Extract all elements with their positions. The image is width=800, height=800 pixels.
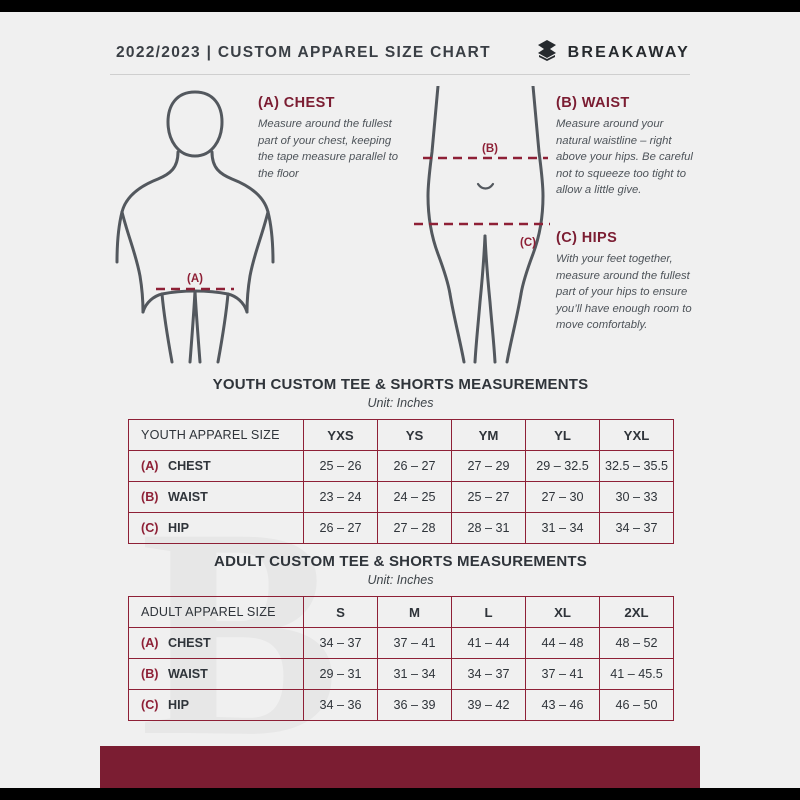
- adult-size-table: [128, 596, 674, 721]
- youth-row-waist-name: WAIST: [167, 490, 208, 504]
- cell: 23 – 24: [304, 482, 378, 513]
- cell: 26 – 27: [378, 451, 452, 482]
- cell: 37 – 41: [526, 659, 600, 690]
- youth-header-label: YOUTH APPAREL SIZE: [129, 420, 304, 451]
- youth-size-yxl: YXL: [600, 420, 674, 451]
- cell: 27 – 29: [452, 451, 526, 482]
- youth-row-hip-name: HIP: [167, 521, 189, 535]
- size-chart-page: [0, 12, 800, 788]
- adult-row-chest-label: [129, 628, 304, 659]
- cell: 31 – 34: [526, 513, 600, 544]
- adult-size-s: S: [304, 597, 378, 628]
- footer-bar: [100, 746, 700, 788]
- cell: 34 – 37: [600, 513, 674, 544]
- cell: 27 – 28: [378, 513, 452, 544]
- back-body-illustration: [398, 86, 573, 366]
- table-row: [129, 690, 674, 721]
- note-chest: [258, 95, 400, 182]
- table-header-row: [129, 597, 674, 628]
- youth-size-table: [128, 419, 674, 544]
- youth-size-yl: YL: [526, 420, 600, 451]
- table-row: [129, 628, 674, 659]
- table-row: [129, 482, 674, 513]
- adult-row-hip-name: HIP: [167, 698, 189, 712]
- note-chest-body: Measure around the fullest part of your chest, keeping the tape measure parallel to the floor: [258, 118, 399, 180]
- note-hips: [556, 230, 696, 334]
- cell: 36 – 39: [378, 690, 452, 721]
- table-row: [129, 513, 674, 544]
- cell: 26 – 27: [304, 513, 378, 544]
- adult-size-l: L: [452, 597, 526, 628]
- table-row: [129, 659, 674, 690]
- youth-size-ys: YS: [378, 420, 452, 451]
- cell: 27 – 30: [526, 482, 600, 513]
- adult-row-chest-name: CHEST: [167, 636, 211, 650]
- cell: 30 – 33: [600, 482, 674, 513]
- note-hips-title: (C) HIPS: [556, 230, 618, 246]
- adult-section: [128, 553, 673, 721]
- header-divider: [110, 74, 690, 75]
- marker-c-label: (C): [520, 237, 536, 249]
- brand-lockup: [536, 40, 690, 66]
- page-title: 2022/2023 | CUSTOM APPAREL SIZE CHART: [116, 44, 491, 61]
- adult-subtitle: Unit: Inches: [367, 573, 434, 587]
- marker-b: (B): [141, 667, 159, 681]
- b-logo-icon: [536, 40, 558, 66]
- youth-size-yxs: YXS: [304, 420, 378, 451]
- adult-title: ADULT CUSTOM TEE & SHORTS MEASUREMENTS: [214, 553, 587, 570]
- cell: 43 – 46: [526, 690, 600, 721]
- adult-size-xl: XL: [526, 597, 600, 628]
- front-body-illustration: [110, 86, 280, 366]
- cell: 44 – 48: [526, 628, 600, 659]
- cell: 34 – 36: [304, 690, 378, 721]
- note-waist: [556, 95, 696, 199]
- cell: 29 – 32.5: [526, 451, 600, 482]
- cell: 48 – 52: [600, 628, 674, 659]
- youth-title: YOUTH CUSTOM TEE & SHORTS MEASUREMENTS: [212, 376, 589, 393]
- youth-row-waist-label: [129, 482, 304, 513]
- page-header: [0, 12, 800, 78]
- cell: 46 – 50: [600, 690, 674, 721]
- cell: 37 – 41: [378, 628, 452, 659]
- marker-a-label: (A): [187, 273, 203, 285]
- marker-a: (A): [141, 636, 159, 650]
- note-hips-body: With your feet together, measure around the fullest part of your hips to ensure you’ll have enough room to move comfortably.: [556, 253, 692, 332]
- adult-row-hip-label: [129, 690, 304, 721]
- measurement-diagram: [0, 78, 800, 368]
- cell: 28 – 31: [452, 513, 526, 544]
- cell: 41 – 45.5: [600, 659, 674, 690]
- youth-row-chest-label: [129, 451, 304, 482]
- adult-size-2xl: 2XL: [600, 597, 674, 628]
- marker-c: (C): [141, 521, 159, 535]
- youth-size-ym: YM: [452, 420, 526, 451]
- table-row: [129, 451, 674, 482]
- cell: 31 – 34: [378, 659, 452, 690]
- youth-row-chest-name: CHEST: [167, 459, 211, 473]
- cell: 29 – 31: [304, 659, 378, 690]
- marker-b-label: (B): [482, 143, 498, 155]
- youth-subtitle: Unit: Inches: [367, 396, 434, 410]
- cell: 34 – 37: [452, 659, 526, 690]
- adult-row-waist-name: WAIST: [167, 667, 208, 681]
- adult-row-waist-label: [129, 659, 304, 690]
- marker-b: (B): [141, 490, 159, 504]
- marker-c: (C): [141, 698, 159, 712]
- brand-name: BREAKAWAY: [567, 44, 690, 61]
- cell: 41 – 44: [452, 628, 526, 659]
- table-header-row: [129, 420, 674, 451]
- note-waist-body: Measure around your natural waistline – right above your hips. Be careful not to squeeze too tight to allow a little give.: [556, 118, 693, 197]
- adult-header-label: ADULT APPAREL SIZE: [129, 597, 304, 628]
- cell: 39 – 42: [452, 690, 526, 721]
- note-waist-title: (B) WAIST: [556, 95, 630, 111]
- note-chest-title: (A) CHEST: [258, 95, 335, 111]
- cell: 25 – 26: [304, 451, 378, 482]
- marker-a: (A): [141, 459, 159, 473]
- youth-section: [128, 376, 673, 544]
- cell: 24 – 25: [378, 482, 452, 513]
- adult-size-m: M: [378, 597, 452, 628]
- cell: 25 – 27: [452, 482, 526, 513]
- cell: 34 – 37: [304, 628, 378, 659]
- youth-row-hip-label: [129, 513, 304, 544]
- cell: 32.5 – 35.5: [600, 451, 674, 482]
